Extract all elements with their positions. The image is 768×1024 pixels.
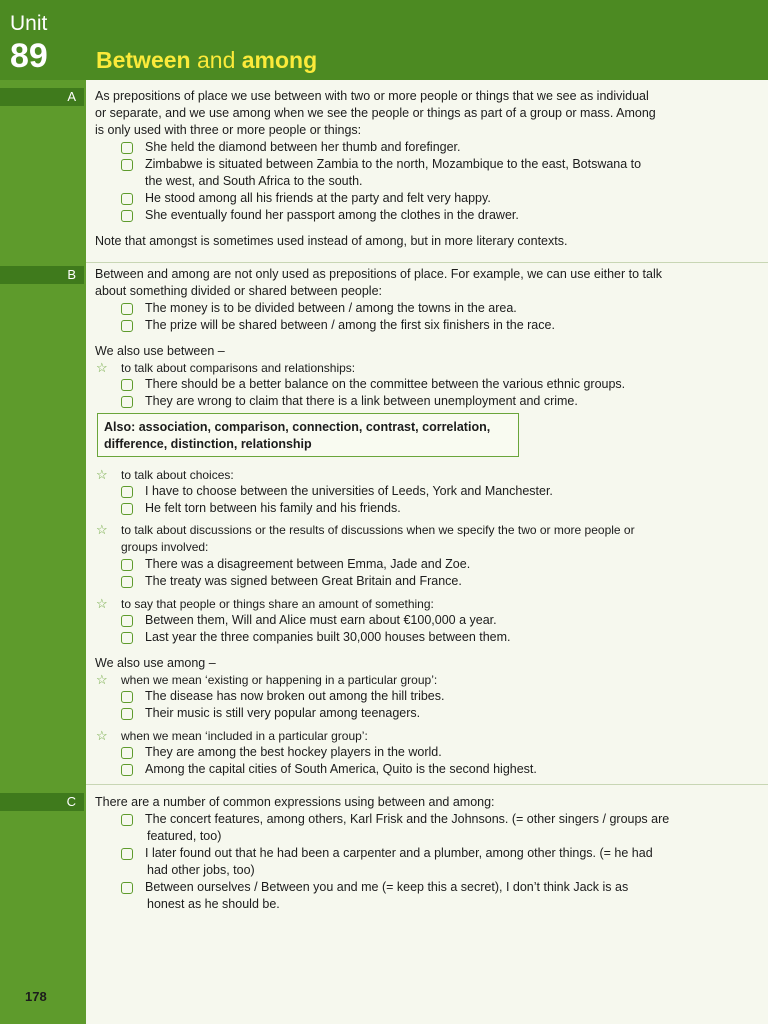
example-line: Among the capital cities of South America, Quito is the second highest.: [145, 762, 537, 776]
example-line: The treaty was signed between Great Britain and France.: [145, 574, 462, 588]
text-line: when we mean ‘existing or happening in a particular group’:: [121, 673, 438, 687]
unit-label: Unit: [10, 12, 48, 35]
text-line: We also use between –: [95, 344, 225, 358]
section-tab-b: B: [0, 266, 84, 284]
star-icon: ☆: [96, 596, 108, 611]
also-line: Also: association, comparison, connection, contrast, correlation,: [104, 420, 491, 434]
text-line: or separate, and we use among when we see the people or things as part of a group or mass. Among: [95, 106, 656, 120]
section-tab-c: C: [0, 793, 84, 811]
text-line: honest as he should be.: [147, 897, 280, 911]
text-line: Note that amongst is sometimes used instead of among, but in more literary contexts.: [95, 234, 568, 248]
example-line: There should be a better balance on the committee between the various ethnic groups.: [145, 377, 626, 391]
text-line: the west, and South Africa to the south.: [145, 174, 363, 188]
example-line: Last year the three companies built 30,000 houses between them.: [145, 630, 511, 644]
text-line: when we mean ‘included in a particular group’:: [121, 729, 368, 743]
sidebar: [0, 0, 86, 1024]
section-tab-a: A: [0, 88, 84, 106]
text-line: to talk about choices:: [121, 468, 234, 482]
example-line: Between them, Will and Alice must earn about €100,000 a year.: [145, 613, 497, 627]
example-line: I later found out that he had been a carpenter and a plumber, among other things. (= he had: [145, 846, 653, 860]
page-number: 178: [25, 989, 47, 1004]
example-line: The prize will be shared between / among the first six finishers in the race.: [145, 318, 555, 332]
example-line: I have to choose between the universities of Leeds, York and Manchester.: [145, 484, 553, 498]
text-line: is only used with three or more people or things:: [95, 123, 362, 137]
example-line: The money is to be divided between / among the towns in the area.: [145, 301, 517, 315]
text-line: featured, too): [147, 829, 222, 843]
text-line: Between and among are not only used as prepositions of place. For example, we can use either to talk: [95, 267, 662, 281]
text-line: to say that people or things share an amount of something:: [121, 597, 434, 611]
example-line: She eventually found her passport among the clothes in the drawer.: [145, 208, 519, 222]
star-icon: ☆: [96, 467, 108, 482]
text-line: groups involved:: [121, 540, 209, 554]
text-line: to talk about comparisons and relationships:: [121, 361, 356, 375]
example-line: The disease has now broken out among the hill tribes.: [145, 689, 445, 703]
example-line: Zimbabwe is situated between Zambia to the north, Mozambique to the east, Botswana to: [145, 157, 642, 171]
header-bar: [0, 0, 768, 80]
example-line: He stood among all his friends at the party and felt very happy.: [145, 191, 491, 205]
star-icon: ☆: [96, 672, 108, 687]
example-line: Their music is still very popular among teenagers.: [145, 706, 421, 720]
example-line: There was a disagreement between Emma, Jade and Zoe.: [145, 557, 471, 571]
star-icon: ☆: [96, 728, 108, 743]
unit-number: 89: [10, 37, 48, 75]
section-divider: [86, 262, 768, 263]
example-line: She held the diamond between her thumb and forefinger.: [145, 140, 461, 154]
example-line: They are among the best hockey players in the world.: [145, 745, 442, 759]
text-line: There are a number of common expressions using between and among:: [95, 795, 495, 809]
star-icon: ☆: [96, 522, 108, 537]
example-line: They are wrong to claim that there is a link between unemployment and crime.: [145, 394, 578, 408]
text-line: As prepositions of place we use between with two or more people or things that we see as individual: [95, 89, 649, 103]
text-line: We also use among –: [95, 656, 216, 670]
text-line: about something divided or shared between people:: [95, 284, 383, 298]
example-line: Between ourselves / Between you and me (= keep this a secret), I don’t think Jack is as: [145, 880, 629, 894]
page-title: Between and among: [96, 47, 318, 73]
text-line: had other jobs, too): [147, 863, 255, 877]
also-line: difference, distinction, relationship: [104, 437, 312, 451]
star-icon: ☆: [96, 360, 108, 375]
example-line: He felt torn between his family and his friends.: [145, 501, 401, 515]
example-line: The concert features, among others, Karl Frisk and the Johnsons. (= other singers / groups are: [145, 812, 670, 826]
section-divider: [86, 784, 768, 785]
text-line: to talk about discussions or the results of discussions when we specify the two or more people or: [121, 523, 635, 537]
